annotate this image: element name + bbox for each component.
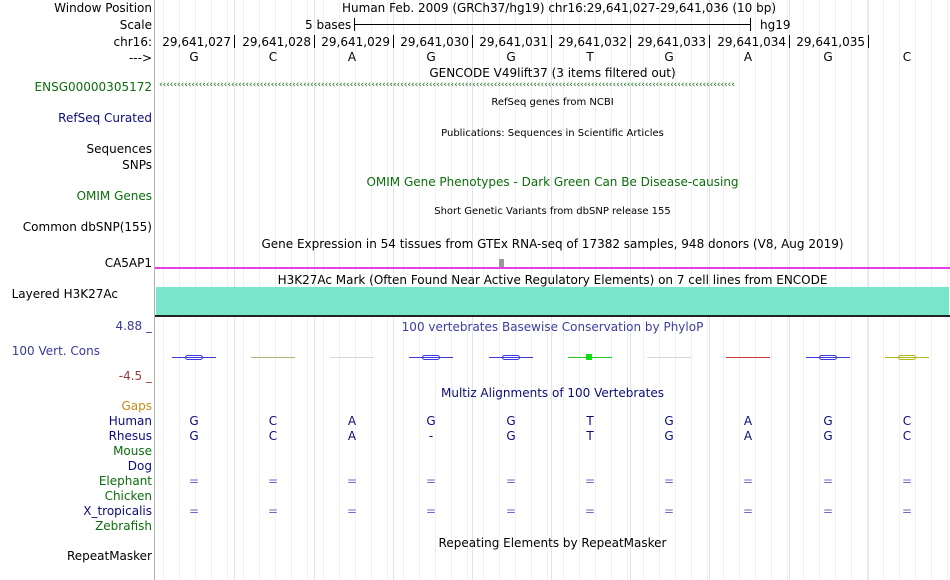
species-label-rhesus[interactable]: Rhesus	[108, 429, 152, 443]
h3k27ac-top-border	[155, 267, 950, 269]
alignment-base-rhesus: C	[902, 429, 912, 443]
window-position-label: Window Position	[54, 1, 152, 15]
alignment-base-human: A	[743, 414, 753, 428]
alignment-base-rhesus: C	[268, 429, 278, 443]
phylop-score-mark[interactable]	[172, 355, 216, 360]
phylop-score-mark[interactable]	[489, 355, 533, 360]
multiz-track-title[interactable]: Multiz Alignments of 100 Vertebrates	[440, 386, 665, 400]
h3k27ac-track-label[interactable]: Layered H3K27Ac	[11, 287, 118, 301]
species-label-chicken[interactable]: Chicken	[104, 489, 152, 503]
alignment-base-human: T	[586, 414, 594, 428]
coordinate-label: 29,641,030	[400, 35, 469, 49]
alignment-base-x-tropicalis: =	[267, 504, 279, 518]
alignment-base-rhesus: -	[428, 429, 434, 443]
coordinate-tick	[314, 35, 315, 48]
alignment-base-human: C	[902, 414, 912, 428]
alignment-base-human: A	[347, 414, 357, 428]
omim-track-label[interactable]: OMIM Genes	[76, 189, 152, 203]
scale-label: Scale	[119, 18, 152, 32]
species-label-dog[interactable]: Dog	[127, 459, 152, 473]
coordinate-label: 29,641,028	[242, 35, 311, 49]
dbsnp-track-title[interactable]: Short Genetic Variants from dbSNP release 155	[434, 206, 671, 217]
repeatmasker-track-label[interactable]: RepeatMasker	[66, 549, 152, 563]
coordinate-tick	[393, 35, 394, 48]
base-letter: G	[426, 50, 436, 64]
alignment-base-elephant: =	[584, 474, 596, 488]
alignment-base-rhesus: A	[743, 429, 753, 443]
alignment-base-rhesus: A	[347, 429, 357, 443]
assembly-text: hg19	[760, 18, 791, 32]
base-letter: A	[743, 50, 753, 64]
coordinate-tick	[789, 35, 790, 48]
coordinate-tick	[709, 35, 710, 48]
base-letter: G	[189, 50, 199, 64]
coordinate-tick	[472, 35, 473, 48]
alignment-base-human: G	[823, 414, 833, 428]
h3k27ac-track-title[interactable]: H3K27Ac Mark (Often Found Near Active Regulatory Elements) on 7 cell lines from ENCODE	[277, 273, 828, 287]
gtex-track-title[interactable]: Gene Expression in 54 tissues from GTEx RNA-seq of 17382 samples, 948 donors (V8, Aug 2019)	[261, 237, 844, 251]
coordinate-tick	[630, 35, 631, 48]
refseq-track-title[interactable]: RefSeq genes from NCBI	[491, 97, 614, 108]
phylop-score-mark[interactable]	[885, 355, 929, 360]
alignment-base-elephant: =	[505, 474, 517, 488]
scale-text: 5 bases	[305, 18, 352, 32]
alignment-base-human: C	[268, 414, 278, 428]
gaps-label[interactable]: Gaps	[121, 399, 152, 413]
phylop-score-mark[interactable]	[568, 355, 612, 360]
alignment-base-human: G	[426, 414, 436, 428]
coordinate-label: 29,641,032	[558, 35, 627, 49]
omim-track-title[interactable]: OMIM Gene Phenotypes - Dark Green Can Be Disease-causing	[366, 175, 739, 189]
coordinate-tick	[868, 35, 869, 48]
alignment-base-x-tropicalis: =	[742, 504, 754, 518]
h3k27ac-signal-fill[interactable]	[156, 287, 949, 315]
phylop-score-mark[interactable]	[726, 355, 770, 360]
alignment-base-human: G	[506, 414, 516, 428]
alignment-base-rhesus: G	[664, 429, 674, 443]
phylop-score-mark[interactable]	[251, 355, 295, 360]
publications-track-title[interactable]: Publications: Sequences in Scientific Articles	[441, 128, 664, 139]
alignment-base-elephant: =	[663, 474, 675, 488]
alignment-base-x-tropicalis: =	[346, 504, 358, 518]
alignment-base-x-tropicalis: =	[901, 504, 913, 518]
coordinate-label: 29,641,033	[637, 35, 706, 49]
species-label-x_tropicalis[interactable]: X_tropicalis	[83, 504, 152, 518]
base-letter: G	[823, 50, 833, 64]
species-label-human[interactable]: Human	[108, 414, 152, 428]
dbsnp-track-label[interactable]: Common dbSNP(155)	[22, 220, 152, 234]
ca5ap1-label[interactable]: CA5AP1	[104, 256, 152, 270]
alignment-base-elephant: =	[346, 474, 358, 488]
alignment-base-x-tropicalis: =	[505, 504, 517, 518]
alignment-base-elephant: =	[742, 474, 754, 488]
base-letter: G	[506, 50, 516, 64]
alignment-base-rhesus: T	[586, 429, 594, 443]
coordinate-label: 29,641,027	[162, 35, 231, 49]
alignment-base-elephant: =	[425, 474, 437, 488]
alignment-base-x-tropicalis: =	[663, 504, 675, 518]
base-letter: C	[268, 50, 278, 64]
gene-id-label[interactable]: ENSG00000305172	[34, 80, 152, 94]
alignment-base-elephant: =	[188, 474, 200, 488]
coordinate-label: 29,641,034	[717, 35, 786, 49]
species-label-elephant[interactable]: Elephant	[98, 474, 152, 488]
window-position-text: Human Feb. 2009 (GRCh37/hg19) chr16:29,641,027-29,641,036 (10 bp)	[342, 1, 777, 15]
base-letter: C	[902, 50, 912, 64]
track-label-column	[0, 0, 155, 580]
coordinate-label: 29,641,035	[796, 35, 865, 49]
alignment-base-rhesus: G	[823, 429, 833, 443]
phylop-score-mark[interactable]	[330, 355, 374, 360]
coordinate-label: 29,641,031	[479, 35, 548, 49]
phylop-track-title[interactable]: 100 vertebrates Basewise Conservation by PhyloP	[401, 320, 704, 334]
alignment-base-x-tropicalis: =	[188, 504, 200, 518]
species-label-mouse[interactable]: Mouse	[113, 444, 152, 458]
phylop-score-mark[interactable]	[409, 355, 453, 360]
alignment-base-elephant: =	[822, 474, 834, 488]
coordinate-tick	[234, 35, 235, 48]
base-letter: A	[347, 50, 357, 64]
phylop-score-mark[interactable]	[647, 355, 691, 360]
alignment-base-elephant: =	[901, 474, 913, 488]
cons-max-label: 4.88 _	[115, 319, 152, 333]
alignment-base-x-tropicalis: =	[822, 504, 834, 518]
gencode-track-title[interactable]: GENCODE V49lift37 (3 items filtered out)	[429, 66, 676, 80]
alignment-base-rhesus: G	[506, 429, 516, 443]
phylop-score-mark[interactable]	[806, 355, 850, 360]
alignment-base-elephant: =	[267, 474, 279, 488]
cons-min-label: -4.5 _	[118, 369, 152, 383]
alignment-base-rhesus: G	[189, 429, 199, 443]
coordinate-label: 29,641,029	[321, 35, 390, 49]
snps-track-label[interactable]: SNPs	[122, 158, 152, 172]
alignment-base-human: G	[189, 414, 199, 428]
alignment-base-human: G	[664, 414, 674, 428]
alignment-base-x-tropicalis: =	[584, 504, 596, 518]
base-letter: T	[586, 50, 594, 64]
chrom-label: chr16:	[113, 35, 152, 49]
h3k27ac-bottom-border	[155, 315, 950, 317]
coordinate-tick	[551, 35, 552, 48]
sequences-track-label[interactable]: Sequences	[86, 142, 152, 156]
species-label-zebrafish[interactable]: Zebrafish	[95, 519, 152, 533]
repeatmasker-track-title[interactable]: Repeating Elements by RepeatMasker	[438, 536, 667, 550]
base-letter: G	[664, 50, 674, 64]
alignment-base-x-tropicalis: =	[425, 504, 437, 518]
gtex-expression-bar[interactable]	[499, 259, 504, 267]
refseq-track-label[interactable]: RefSeq Curated	[58, 111, 152, 125]
cons-track-label[interactable]: 100 Vert. Cons	[11, 344, 100, 358]
strand-arrow-label[interactable]: --->	[128, 51, 152, 65]
